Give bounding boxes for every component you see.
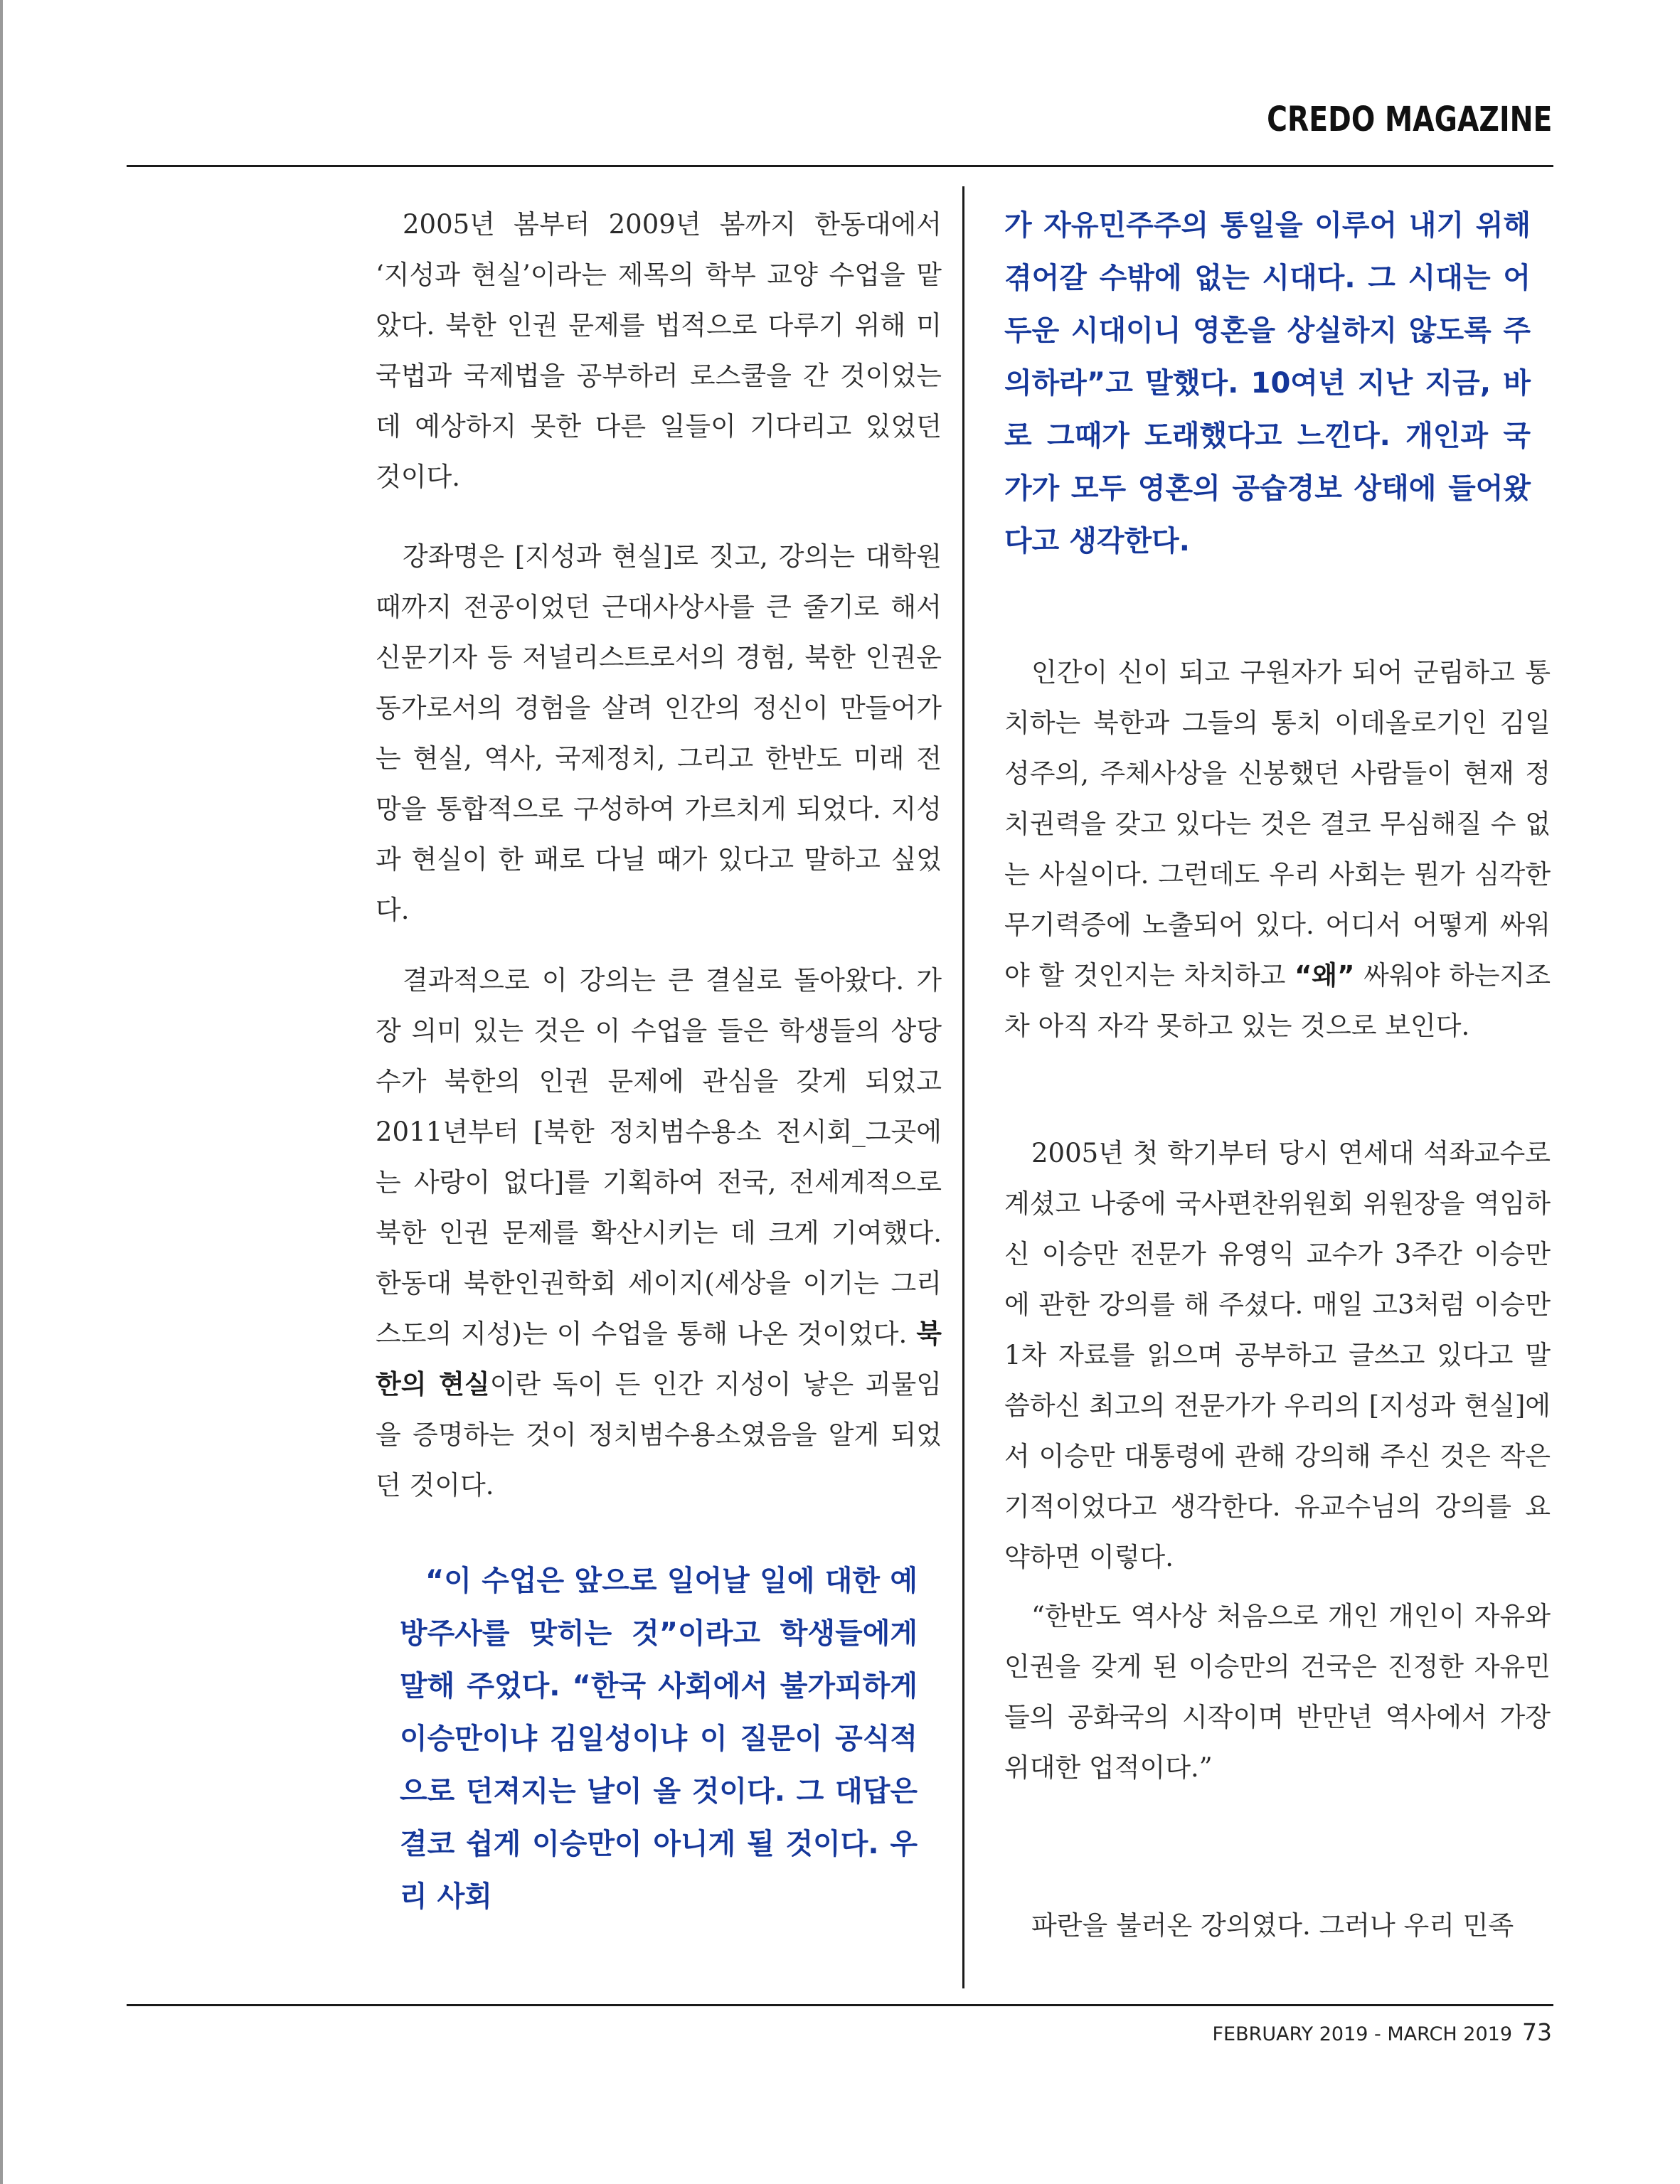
- article-paragraph-6: “한반도 역사상 처음으로 개인 개인이 자유와 인권을 갖게 된 이승만의 건국은 진정한 자유민들의 공화국의 시작이며 반만년 역사에서 가장 위대한 업적이다.”: [1004, 1601, 1551, 1783]
- column-divider: [962, 186, 964, 1988]
- page-number: 73: [1522, 2018, 1552, 2046]
- bottom-rule: [127, 2004, 1553, 2006]
- emphasis-north-korea-reality: 북한의 현실: [376, 1319, 942, 1400]
- page-edge-shadow: [0, 0, 3, 2184]
- left-column: [376, 199, 942, 1923]
- article-paragraph-2: 강좌명은 [지성과 현실]로 짓고, 강의는 대학원때까지 전공이었던 근대사상사를 큰 줄기로 해서 신문기자 등 저널리스트로서의 경험, 북한 인권운동가로서의 경험을 살려 인간의 정신이 만들어가는 현실, 역사, 국제정치, 그리고 한반도 미래 전망을 통합적으로 구성하여 가르치게 되었다. 지성과 현실이 한 패로 다닐 때가 있다고 말하고 싶었다.: [376, 541, 942, 925]
- pull-quote-left: “이 수업은 앞으로 일어날 일에 대한 예방주사를 맞히는 것”이라고 학생들에게 말해 주었다. “한국 사회에서 불가피하게 이승만이냐 김일성이냐 이 질문이 공식적으로 던져지는 날이 올 것이다. 그 대답은 결코 쉽게 이승만이 아니게 될 것이다. 우리 사회: [400, 1565, 918, 1913]
- pull-quote-right: 가 자유민주주의 통일을 이루어 내기 위해 겪어갈 수밖에 없는 시대다. 그 시대는 어두운 시대이니 영혼을 상실하지 않도록 주의하라”고 말했다. 10여년 지난 지금, 바로 그때가 도래했다고 느낀다. 개인과 국가가 모두 영혼의 공습경보 상태에 들어왔다고 생각한다.: [1004, 209, 1531, 558]
- paragraph-3-text-b: 이란 독이 든 인간 지성이 낳은 괴물임을 증명하는 것이 정치범수용소였음을 알게 되었던 것이다.: [376, 1369, 942, 1501]
- paragraph-4-text-a: 인간이 신이 되고 구원자가 되어 군림하고 통치하는 북한과 그들의 통치 이데올로기인 김일성주의, 주체사상을 신봉했던 사람들이 현재 정치권력을 갖고 있다는 것은 결코 무심해질 수 없는 사실이다. 그런데도 우리 사회는 뭔가 심각한 무기력증에 노출되어 있다. 어디서 어떻게 싸워야 할 것인지는 차치하고: [1004, 657, 1551, 991]
- article-paragraph-5: 2005년 첫 학기부터 당시 연세대 석좌교수로 계셨고 나중에 국사편찬위원회 위원장을 역임하신 이승만 전문가 유영익 교수가 3주간 이승만에 관한 강의를 해 주셨다. 매일 고3처럼 이승만 1차 자료를 읽으며 공부하고 글쓰고 있다고 말씀하신 최고의 전문가가 우리의 [지성과 현실]에서 이승만 대통령에 관해 강의해 주신 것은 작은 기적이었다고 생각한다. 유교수님의 강의를 요약하면 이렇다.: [1004, 1138, 1551, 1572]
- article-paragraph-4: [1004, 647, 1551, 1051]
- article-paragraph-1: 2005년 봄부터 2009년 봄까지 한동대에서 ‘지성과 현실’이라는 제목의 학부 교양 수업을 맡았다. 북한 인권 문제를 법적으로 다루기 위해 미국법과 국제법을 공부하러 로스쿨을 간 것이었는데 예상하지 못한 다른 일들이 기다리고 있었던 것이다.: [376, 209, 942, 492]
- page-footer: [1213, 2018, 1552, 2046]
- article-paragraph-7: 파란을 불러온 강의였다. 그러나 우리 민족: [1031, 1910, 1514, 1941]
- top-rule: [127, 165, 1553, 167]
- emphasis-why: “왜”: [1294, 960, 1355, 991]
- article-paragraph-3: [376, 955, 942, 1511]
- issue-date: FEBRUARY 2019 - MARCH 2019: [1212, 2023, 1512, 2045]
- paragraph-4-text-b: 싸워야 하는지조차 아직 자각 못하고 있는 것으로 보인다.: [1004, 960, 1551, 1041]
- right-column: [1004, 199, 1551, 1951]
- paragraph-3-text-a: 결과적으로 이 강의는 큰 결실로 돌아왔다. 가장 의미 있는 것은 이 수업을 들은 학생들의 상당수가 북한의 인권 문제에 관심을 갖게 되었고 2011년부터 [북한 정치범수용소 전시회_그곳에는 사랑이 없다]를 기획하여 전국, 전세계적으로 북한 인권 문제를 확산시키는 데 크게 기여했다. 한동대 북한인권학회 세이지(세상을 이기는 그리스도의 지성)는 이 수업을 통해 나온 것이었다.: [376, 965, 942, 1349]
- magazine-masthead: CREDO MAGAZINE: [1266, 100, 1552, 139]
